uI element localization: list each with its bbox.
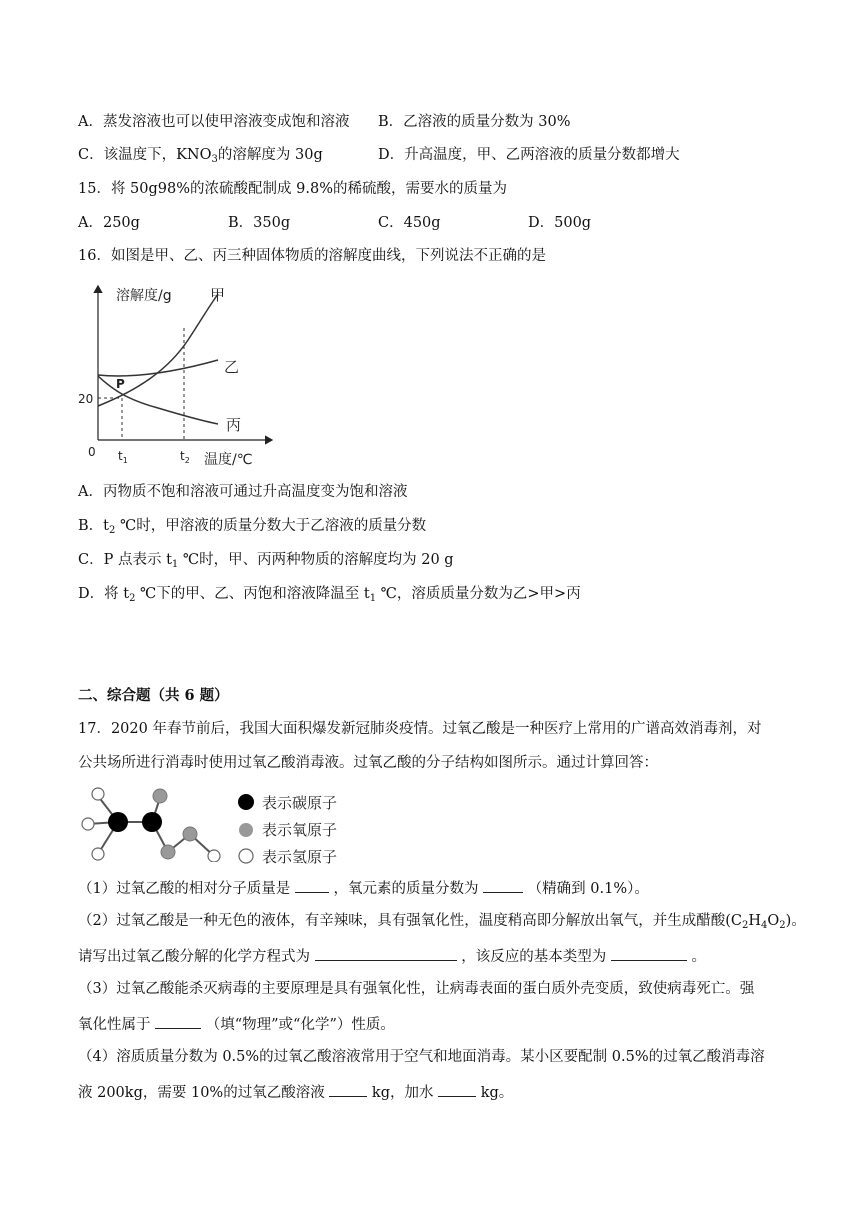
point-label: P — [116, 377, 125, 391]
curve-label-jia: 甲 — [210, 286, 226, 304]
q14-option-b: B．乙溶液的质量分数为 30% — [378, 114, 571, 130]
q14-option-d: D．升高温度，甲、乙两溶液的质量分数都增大 — [378, 147, 680, 163]
y-tick-20: 20 — [78, 392, 94, 406]
q17-part2-line2: 请写出过氧乙酸分解的化学方程式为 ，该反应的基本类型为 。 — [78, 945, 706, 967]
origin-label: 0 — [88, 445, 96, 459]
q15-option-b: B．350g — [228, 215, 291, 231]
hydrogen-legend-icon — [239, 849, 253, 863]
q17-part3-line1: （3）过氧乙酸能杀灭病毒的主要原理是具有强氧化性，让病毒表面的蛋白质外壳变质，致使病毒死亡。强 — [78, 981, 755, 997]
y-axis-label: 溶解度/g — [116, 288, 172, 304]
q15-option-d: D．500g — [528, 215, 592, 231]
section-heading: 二、综合题（共 6 题） — [78, 687, 229, 704]
q17-stem-line1: 17．2020 年春节前后，我国大面积爆发新冠肺炎疫情。过氧乙酸是一种医疗上常用的广谱高效消毒剂，对 — [78, 721, 762, 737]
x-axis-label: 温度/℃ — [204, 452, 253, 468]
curve-label-bing: 丙 — [226, 416, 242, 434]
oxygen-atom — [153, 789, 167, 803]
q16-option-d: D．将 $t_2$ ℃下的甲、乙、丙饱和溶液降温至 $t_1$ ℃，溶质质量分数为乙>甲>丙 — [78, 586, 581, 604]
q16-option-c: C．P 点表示 $t_1$ ℃时，甲、丙两种物质的溶解度均为 20 g — [78, 552, 454, 570]
hydrogen-atom — [82, 818, 94, 830]
curve-yi — [98, 360, 218, 376]
oxygen-atom — [161, 845, 175, 859]
hydrogen-atom — [208, 850, 220, 862]
molecule-legend — [236, 788, 376, 868]
molecule-diagram — [80, 782, 250, 862]
oxygen-atom — [183, 827, 197, 841]
q17-part3-line2: 氧化性属于 （填“物理”或“化学”）性质。 — [78, 1013, 395, 1035]
oxygen-legend-icon — [239, 823, 253, 837]
carbon-legend-icon — [238, 794, 254, 810]
q14-option-a: A．蒸发溶液也可以使甲溶液变成饱和溶液 — [78, 114, 350, 130]
carbon-atom — [108, 812, 128, 832]
q15-option-c: C．450g — [378, 215, 441, 231]
x-tick-t1: $t_1$ — [118, 449, 128, 465]
hydrogen-atom — [92, 788, 104, 800]
q15-option-a: A．250g — [78, 215, 140, 231]
q16-option-b: B．$t_2$ ℃时，甲溶液的质量分数大于乙溶液的质量分数 — [78, 518, 427, 536]
q17-stem-line2: 公共场所进行消毒时使用过氧乙酸消毒液。过氧乙酸的分子结构如图所示。通过计算回答： — [78, 755, 658, 771]
q17-part4-line1: （4）溶质质量分数为 0.5%的过氧乙酸溶液常用于空气和地面消毒。某小区要配制 0.5%的过氧乙酸消毒溶 — [78, 1049, 765, 1065]
curve-label-yi: 乙 — [224, 358, 240, 376]
carbon-atom — [142, 812, 162, 832]
hydrogen-atom — [92, 848, 104, 860]
q16-option-a: A．丙物质不饱和溶液可通过升高温度变为饱和溶液 — [78, 484, 408, 500]
legend-hydrogen: 表示氢原子 — [262, 848, 338, 866]
q17-part1: （1）过氧乙酸的相对分子质量是 ，氧元素的质量分数为 （精确到 0.1%）。 — [78, 877, 649, 899]
legend-carbon: 表示碳原子 — [262, 794, 338, 812]
q15-stem: 15．将 50g98%的浓硫酸配制成 9.8%的稀硫酸，需要水的质量为 — [78, 181, 507, 197]
q17-part4-line2: 液 200kg，需要 10%的过氧乙酸溶液 kg，加水 kg。 — [78, 1081, 513, 1103]
x-tick-t2: $t_2$ — [180, 449, 190, 465]
q14-option-c: C．该温度下，$KNO_3$的溶解度为 30g — [78, 147, 323, 165]
solubility-curve-graph — [78, 280, 278, 470]
q16-stem: 16．如图是甲、乙、丙三种固体物质的溶解度曲线，下列说法不正确的是 — [78, 248, 546, 264]
q17-part2-line1: （2）过氧乙酸是一种无色的液体，有辛辣味，具有强氧化性，温度稍高即分解放出氧气，并生成醋酸$(C_2H_4O_2)$。 — [78, 913, 806, 931]
legend-oxygen: 表示氧原子 — [262, 821, 338, 839]
